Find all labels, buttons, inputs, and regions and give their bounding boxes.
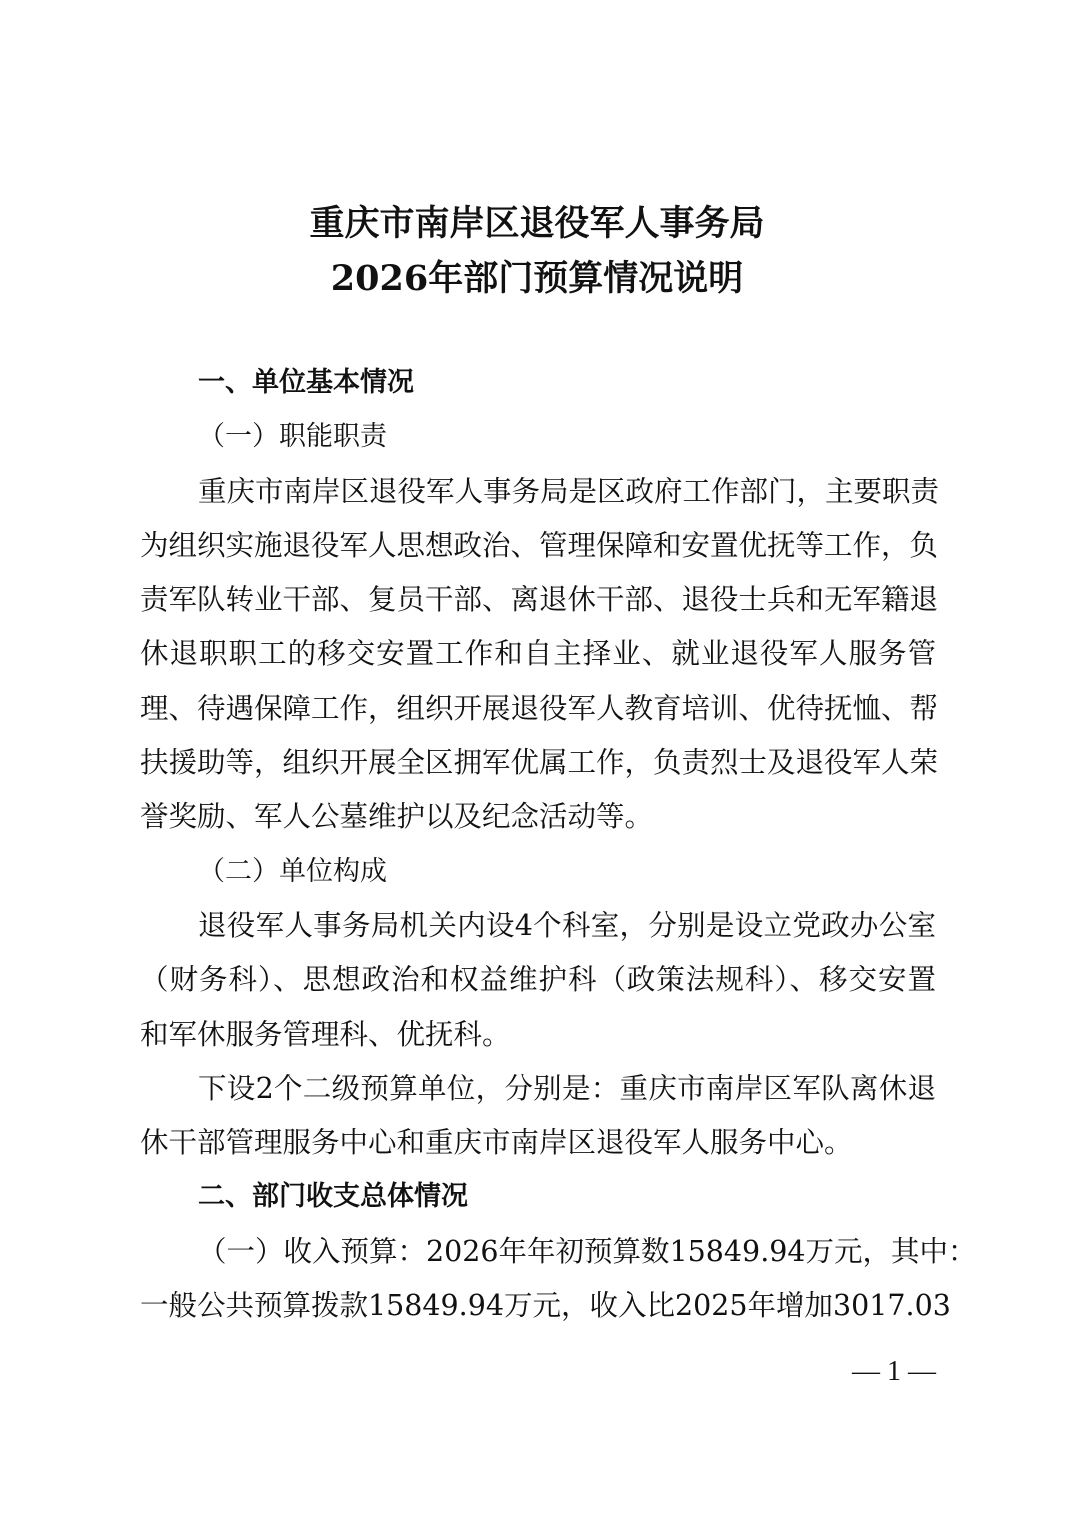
text-line: 休干部管理服务中心和重庆市南岸区退役军人服务中心。 bbox=[140, 1126, 853, 1160]
text-line: 退役军人事务局机关内设4个科室，分别是设立党政办公室 bbox=[198, 908, 936, 942]
page-number: — 1 — bbox=[852, 1356, 936, 1387]
text-line: 和军休服务管理科、优抚科。 bbox=[140, 1017, 511, 1051]
paragraph-offices bbox=[140, 899, 936, 1062]
text-line: 为组织实施退役军人思想政治、管理保障和安置优抚等工作，负 bbox=[140, 528, 939, 562]
document-body bbox=[140, 356, 977, 1333]
paragraph-income-budget bbox=[140, 1225, 977, 1334]
text-line: 一般公共预算拨款15849.94万元，收入比2025年增加3017.03 bbox=[140, 1289, 951, 1323]
text-line: （一）收入预算：2026年年初预算数15849.94万元，其中： bbox=[198, 1234, 977, 1268]
section-heading-budget-overview: 二、部门收支总体情况 bbox=[198, 1181, 468, 1213]
document-title-line1: 重庆市南岸区退役军人事务局 bbox=[309, 203, 765, 244]
text-line: 扶援助等，组织开展全区拥军优属工作，负责烈士及退役军人荣 bbox=[140, 746, 939, 780]
document-title-line2: 2026年部门预算情况说明 bbox=[330, 258, 744, 299]
subsection-heading-structure: （二）单位构成 bbox=[198, 855, 387, 887]
section-heading-basic-info: 一、单位基本情况 bbox=[198, 367, 414, 398]
paragraph-sub-units bbox=[140, 1062, 936, 1171]
subsection-heading-functions: （一）职能职责 bbox=[198, 421, 387, 453]
paragraph-functions bbox=[140, 465, 940, 845]
text-line: 理、待遇保障工作，组织开展退役军人教育培训、优待抚恤、帮 bbox=[140, 691, 939, 725]
text-line: 休退职职工的移交安置工作和自主择业、就业退役军人服务管 bbox=[140, 637, 936, 671]
text-line: 重庆市南岸区退役军人事务局是区政府工作部门，主要职责 bbox=[198, 474, 940, 508]
text-line: 责军队转业干部、复员干部、离退休干部、退役士兵和无军籍退 bbox=[140, 583, 939, 617]
text-line: （财务科）、思想政治和权益维护科（政策法规科）、移交安置 bbox=[140, 963, 936, 997]
text-line: 下设2个二级预算单位，分别是：重庆市南岸区军队离休退 bbox=[198, 1071, 936, 1105]
text-line: 誉奖励、军人公墓维护以及纪念活动等。 bbox=[140, 800, 654, 834]
